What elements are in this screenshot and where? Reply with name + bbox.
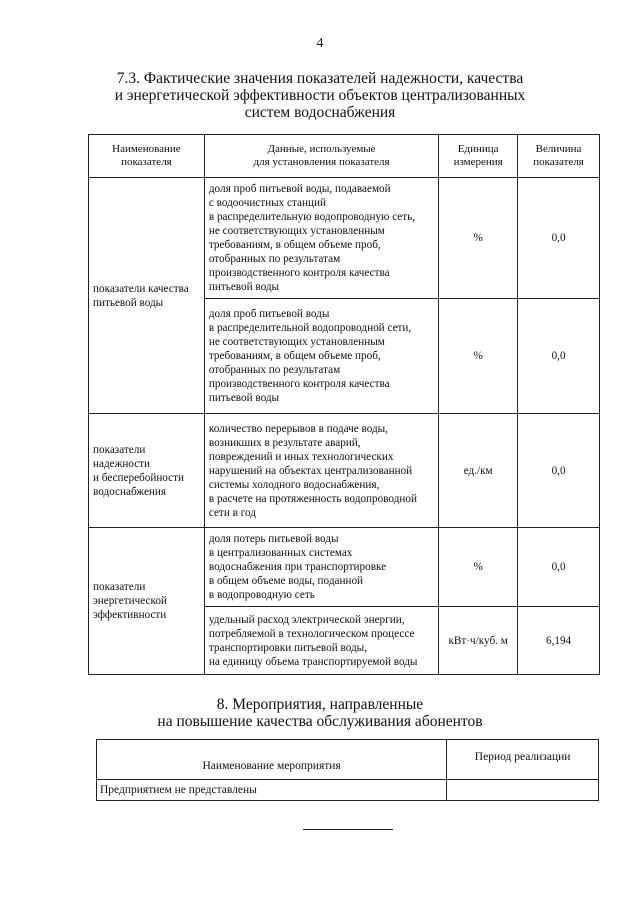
table-row	[89, 414, 600, 528]
indicator-description: удельный расход электрической энергии, потребляемой в технологическом процессе транспортировки питьевой воды, на единицу объема транспортируемой воды	[204, 607, 438, 675]
indicator-unit: %	[439, 528, 518, 607]
indicator-value: 0,0	[518, 178, 600, 299]
table-header-row	[97, 740, 599, 780]
header-data-used: Данные, используемые для установления показателя	[204, 135, 438, 178]
measure-period-cell	[447, 780, 599, 801]
indicator-description: доля проб питьевой воды, подаваемой с водоочистных станций в распределительную водопроводную сеть, не соответствующих установленным требованиям, в общем объеме проб, отобранных по результатам производственного контроля качества питьевой воды	[204, 178, 438, 299]
measure-name-cell: Предприятием не представлены	[97, 780, 447, 801]
indicator-value: 0,0	[518, 528, 600, 607]
indicator-description: доля проб питьевой воды в распределительной водопроводной сети, не соответствующих установленным требованиям, в общем объеме проб, отобранных по результатам производственного контроля качества питьевой воды	[204, 299, 438, 414]
footer-rule	[303, 829, 393, 830]
table-row	[97, 780, 599, 801]
title-line: 7.3. Фактические значения показателей надежности, качества	[116, 70, 524, 87]
indicator-name-quality: показатели качества питьевой воды	[89, 178, 205, 414]
title-line: систем водоснабжения	[244, 104, 396, 121]
indicator-description: количество перерывов в подаче воды, возникших в результате аварий, повреждений и иных технологических нарушений на объектах централизованной системы холодного водоснабжения, в расчете на протяженность водопроводной сети в год	[204, 414, 438, 528]
measures-table	[96, 739, 599, 801]
indicator-unit: кВт·ч/куб. м	[439, 607, 518, 675]
indicator-value: 6,194	[518, 607, 600, 675]
indicators-table	[88, 134, 600, 675]
title-line: 8. Мероприятия, направленные	[216, 696, 424, 713]
page-number: 4	[316, 36, 324, 51]
header-measure-name: Наименование мероприятия	[97, 740, 447, 780]
indicator-value: 0,0	[518, 299, 600, 414]
indicator-value: 0,0	[518, 414, 600, 528]
title-line: и энергетической эффективности объектов централизованных	[114, 87, 526, 104]
header-indicator-name: Наименование показателя	[89, 135, 205, 178]
section-7-3-title	[60, 70, 580, 121]
header-unit: Единица измерения	[439, 135, 518, 178]
table-row	[89, 178, 600, 299]
table-row	[89, 528, 600, 607]
indicator-description: доля потерь питьевой воды в централизованных системах водоснабжения при транспортировке в общем объеме воды, поданной в водопроводную сеть	[204, 528, 438, 607]
indicator-unit: %	[439, 178, 518, 299]
indicator-name-energy: показатели энергетической эффективности	[89, 528, 205, 675]
table-header-row	[89, 135, 600, 178]
indicator-unit: ед./км	[439, 414, 518, 528]
title-line: на повышение качества обслуживания абонентов	[157, 713, 483, 730]
section-8-title	[60, 696, 580, 730]
indicator-name-reliability: показатели надежности и бесперебойности водоснабжения	[89, 414, 205, 528]
header-value: Величина показателя	[518, 135, 600, 178]
header-implementation-period: Период реализации	[447, 740, 599, 780]
indicator-unit: %	[439, 299, 518, 414]
